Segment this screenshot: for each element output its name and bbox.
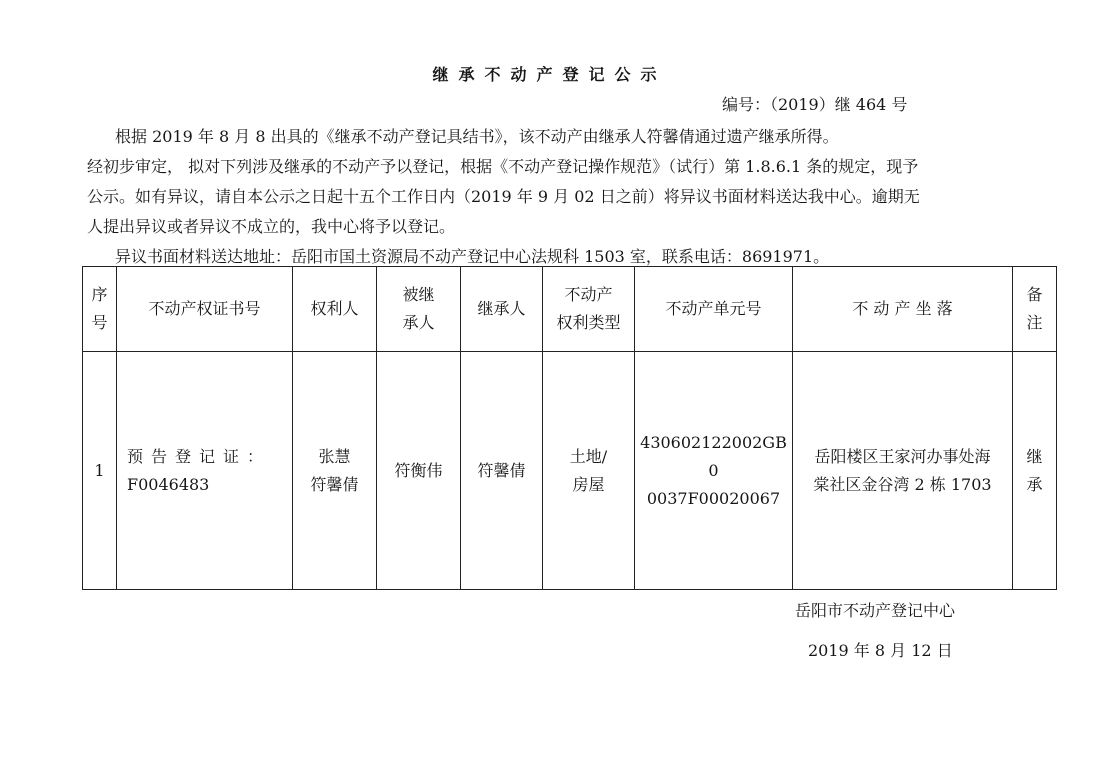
cell-unit-line2: 0037F00020067: [646, 488, 781, 508]
cell-location-line1: 岳阳楼区王家河办事处海: [814, 446, 991, 466]
cell-location-line2: 棠社区金谷湾 2 栋 1703: [813, 474, 992, 494]
cell-type-line2: 房屋: [572, 474, 605, 494]
header-seq-line1: 序: [91, 285, 108, 304]
header-cert: 不动产权证书号: [117, 267, 293, 352]
paragraph-3: 公示。如有异议，请自本公示之日起十五个工作日内（2019 年 9 月 02 日之前）将异议书面材料送达我中心。逾期无: [87, 187, 920, 206]
paragraph-5: 异议书面材料送达地址：岳阳市国土资源局不动产登记中心法规科 1503 室，联系电话：8691971。: [115, 247, 830, 266]
header-unit: 不动产单元号: [635, 267, 793, 352]
cell-type: [543, 352, 635, 590]
header-type-line1: 不动产: [564, 285, 613, 304]
header-decedent-line2: 承人: [402, 313, 435, 332]
header-type: [543, 267, 635, 352]
issue-date: 2019 年 8 月 12 日: [808, 641, 953, 660]
document-number: 编号：（2019）继 464 号: [722, 95, 908, 114]
cell-remark-line2: 承: [1026, 474, 1043, 494]
header-seq: [83, 267, 117, 352]
header-heir: 继承人: [461, 267, 543, 352]
paragraph-1: 根据 2019 年 8 月 8 出具的《继承不动产登记具结书》，该不动产由继承人符馨倩通过遗产继承所得。: [115, 127, 839, 146]
cell-remark: [1013, 352, 1057, 590]
cell-cert-line1: 预告登记证：: [127, 446, 272, 466]
issuer: 岳阳市不动产登记中心: [795, 601, 956, 620]
cell-cert: [117, 352, 293, 590]
header-remark: [1013, 267, 1057, 352]
table-header-row: [83, 267, 1057, 352]
cell-cert-line2: F0046483: [127, 474, 210, 494]
cell-owner-line1: 张慧: [318, 446, 351, 466]
header-remark-line2: 注: [1026, 313, 1043, 332]
cell-owner: [293, 352, 377, 590]
cell-decedent: 符衡伟: [377, 352, 461, 590]
cell-heir: 符馨倩: [461, 352, 543, 590]
header-decedent-line1: 被继: [402, 285, 435, 304]
paragraph-4: 人提出异议或者异议不成立的，我中心将予以登记。: [87, 217, 456, 236]
cell-location: [793, 352, 1013, 590]
table-row: [83, 352, 1057, 590]
paragraph-2: 经初步审定， 拟对下列涉及继承的不动产予以登记，根据《不动产登记操作规范》（试行）第 1.8.6.1 条的规定，现予: [87, 157, 919, 176]
cell-unit-line1: 430602122002GB0: [640, 432, 787, 480]
document-title: 继承不动产登记公示: [432, 65, 667, 84]
header-seq-line2: 号: [91, 313, 108, 332]
cell-unit: [635, 352, 793, 590]
cell-owner-line2: 符馨倩: [310, 474, 359, 494]
header-type-line2: 权利类型: [556, 313, 621, 332]
cell-seq: 1: [83, 352, 117, 590]
header-owner: 权利人: [293, 267, 377, 352]
registration-table: [82, 266, 1057, 590]
header-location: 不 动 产 坐 落: [793, 267, 1013, 352]
cell-remark-line1: 继: [1026, 446, 1043, 466]
header-decedent: [377, 267, 461, 352]
cell-type-line1: 土地/: [569, 446, 608, 466]
header-remark-line1: 备: [1026, 285, 1043, 304]
